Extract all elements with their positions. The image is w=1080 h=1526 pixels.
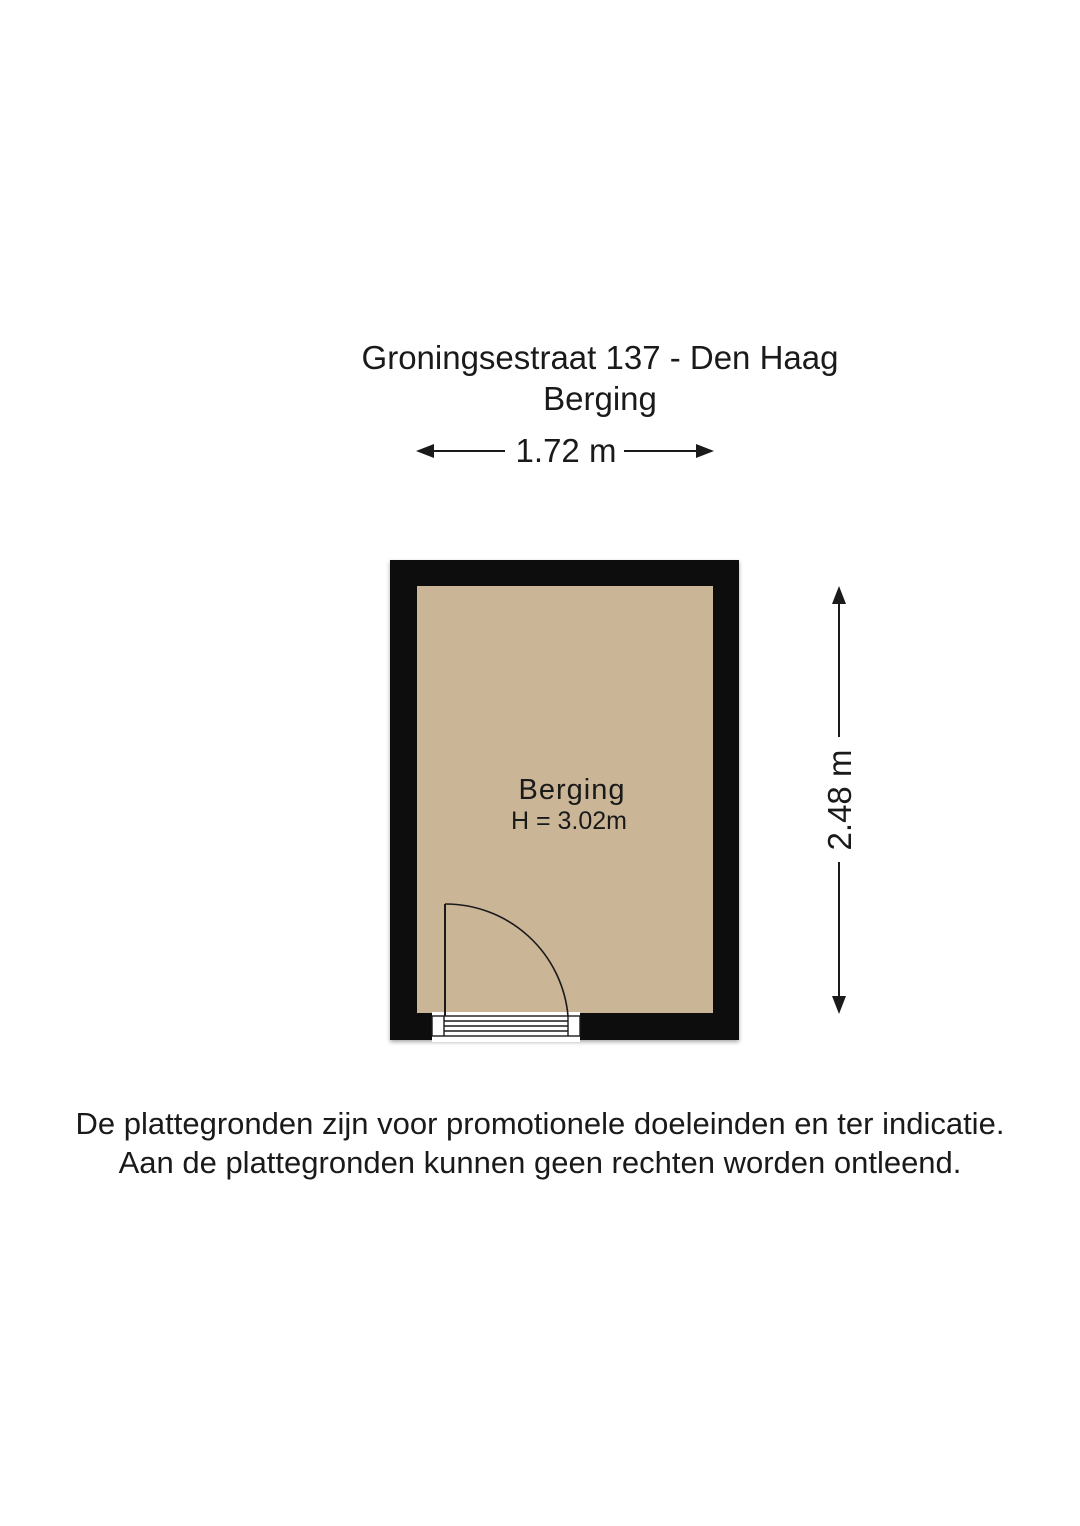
height-dimension [821,586,858,1014]
height-arrow-bottom-icon [832,996,846,1014]
room-ceiling-height-label: H = 3.02m [510,807,628,835]
height-dimension-label: 2.48 m [821,749,858,851]
room-name-label: Berging [518,774,626,806]
width-arrow-right-icon [696,444,714,458]
width-dimension [416,432,714,469]
plan-floor-title: Berging [543,380,657,417]
plan-address-title: Groningsestraat 137 - Den Haag [361,339,839,376]
disclaimer-line-1: De plattegronden zijn voor promotionele doeleinden en ter indicatie. [75,1106,1005,1141]
disclaimer-line-2: Aan de plattegronden kunnen geen rechten worden ontleend. [118,1145,962,1180]
width-dimension-label: 1.72 m [515,432,617,469]
room-berging [390,560,739,1042]
width-arrow-left-icon [416,444,434,458]
height-arrow-top-icon [832,586,846,604]
